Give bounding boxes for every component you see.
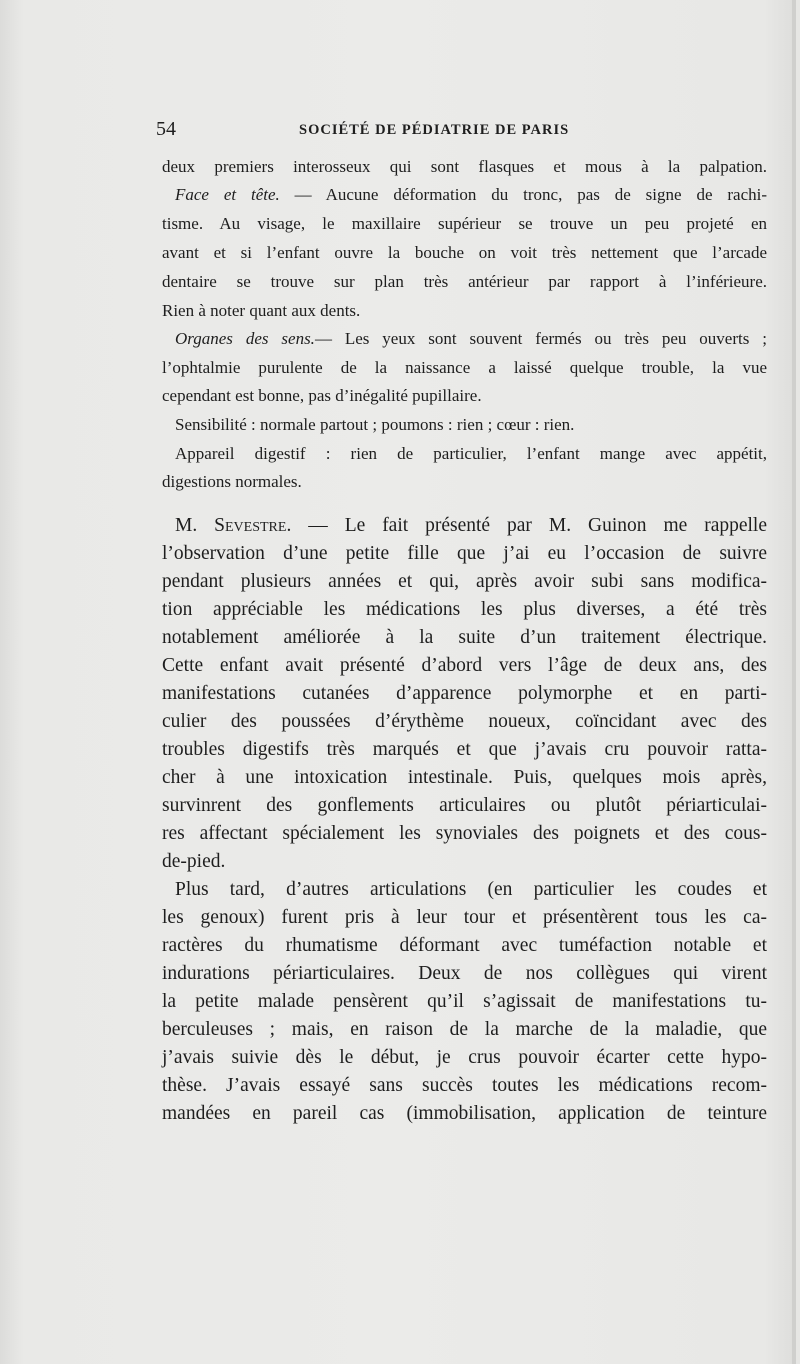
running-head: SOCIÉTÉ DE PÉDIATRIE DE PARIS: [299, 122, 570, 138]
text-line: culier des poussées d’érythème noueux, coïncidant avec des: [162, 711, 767, 732]
text-line: indurations périarticulaires. Deux de nos collègues qui virent: [162, 963, 767, 984]
text-line: les genoux) furent pris à leur tour et présentèrent tous les ca-: [162, 907, 767, 928]
text-line: [175, 329, 767, 349]
page-header: [156, 118, 766, 144]
text-line: berculeuses ; mais, en raison de la marche de la maladie, que: [162, 1019, 767, 1040]
page-edge: [792, 0, 796, 1364]
text-line: thèse. J’avais essayé sans succès toutes les médications recom-: [162, 1075, 767, 1096]
text-line: Rien à noter quant aux dents.: [162, 301, 361, 320]
text-line: ractères du rhumatisme déformant avec tuméfaction notable et: [162, 935, 767, 956]
text-line: [175, 185, 767, 205]
text-line: mandées en pareil cas (immobilisation, application de teinture: [162, 1103, 767, 1124]
text-line: avant et si l’enfant ouvre la bouche on voit très nettement que l’arcade: [162, 243, 767, 262]
text-line: Appareil digestif : rien de particulier, l’enfant mange avec appétit,: [175, 444, 767, 463]
text-line: Plus tard, d’autres articulations (en particulier les coudes et: [175, 879, 767, 900]
text-line: dentaire se trouve sur plan très antérieur par rapport à l’inférieure.: [162, 272, 767, 291]
text-run: — Les yeux sont souvent fermés ou très peu ouverts ;: [314, 329, 767, 348]
text-line: Sensibilité : normale partout ; poumons : rien ; cœur : rien.: [175, 415, 575, 434]
text-line: manifestations cutanées d’apparence polymorphe et en parti-: [162, 683, 767, 704]
text-line: deux premiers interosseux qui sont flasques et mous à la palpation.: [162, 157, 767, 176]
text-line: digestions normales.: [162, 472, 302, 491]
text-line: cher à une intoxication intestinale. Puis, quelques mois après,: [162, 767, 767, 788]
text-line: l’observation d’une petite fille que j’ai eu l’occasion de suivre: [162, 543, 767, 564]
text-line: cependant est bonne, pas d’inégalité pupillaire.: [162, 386, 482, 405]
text-line: tisme. Au visage, le maxillaire supérieur se trouve un peu projeté en: [162, 214, 767, 233]
text-run: — Le fait présenté par M. Guinon me rappelle: [291, 515, 767, 536]
text-line: troubles digestifs très marqués et que j’avais cru pouvoir ratta-: [162, 739, 767, 760]
organes-label: Organes des sens.: [175, 329, 315, 348]
text-line: l’ophtalmie purulente de la naissance a laissé quelque trouble, la vue: [162, 358, 767, 377]
page-number: 54: [156, 118, 176, 140]
text-line: la petite malade pensèrent qu’il s’agissait de manifestations tu-: [162, 991, 767, 1012]
text-line: res affectant spécialement les synoviales des poignets et des cous-: [162, 823, 767, 844]
text-line: pendant plusieurs années et qui, après avoir subi sans modifica-: [162, 571, 767, 592]
text-line: survinrent des gonflements articulaires ou plutôt périarticulai-: [162, 795, 767, 816]
speaker-name: M. Sevestre.: [175, 515, 292, 536]
text-run: — Aucune déformation du tronc, pas de signe de rachi-: [279, 185, 767, 204]
text-line: notablement améliorée à la suite d’un traitement électrique.: [162, 627, 767, 648]
text-line: j’avais suivie dès le début, je crus pouvoir écarter cette hypo-: [162, 1047, 767, 1068]
text-line: [175, 515, 767, 537]
text-line: tion appréciable les médications les plus diverses, a été très: [162, 599, 767, 620]
face-label: Face et tête.: [175, 185, 280, 204]
text-line: de-pied.: [162, 851, 226, 872]
text-line: Cette enfant avait présenté d’abord vers l’âge de deux ans, des: [162, 655, 767, 676]
